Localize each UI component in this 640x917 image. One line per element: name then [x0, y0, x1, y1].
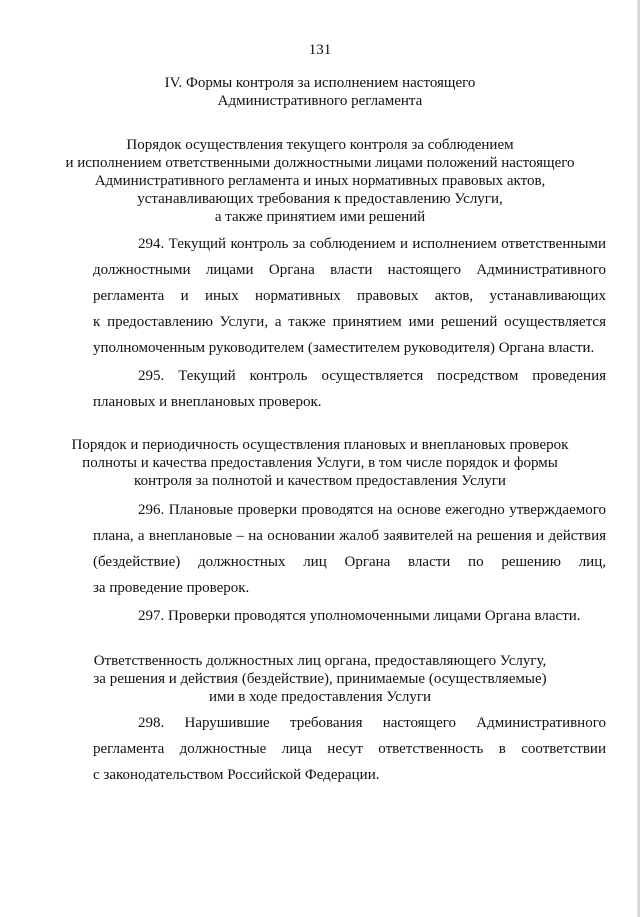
subsection-heading-line: Административного регламента и иных нормативных правовых актов,: [94, 173, 546, 189]
paragraph-line: плана, а внеплановые – на основании жалоб заявителей на решения и действия: [93, 528, 606, 544]
subsection-heading-line: контроля за полнотой и качеством предоставления Услуги: [134, 473, 506, 489]
section-title-line: IV. Формы контроля за исполнением настоящего: [164, 75, 476, 91]
section-title-line: Административного регламента: [217, 93, 423, 109]
paragraph-line: уполномоченным руководителем (заместителем руководителя) Органа власти.: [93, 340, 595, 356]
paragraph-line: 295. Текущий контроль осуществляется посредством проведения: [138, 368, 606, 384]
paragraph-line: 294. Текущий контроль за соблюдением и исполнением ответственными: [138, 236, 606, 252]
paragraph-line: 296. Плановые проверки проводятся на основе ежегодно утверждаемого: [138, 502, 606, 518]
paragraph-line: регламента должностные лица несут ответственность в соответствии: [93, 741, 606, 757]
subsection-heading-responsibility: [60, 652, 580, 706]
subsection-heading-line: Порядок и периодичность осуществления плановых и внеплановых проверок: [71, 437, 569, 453]
paragraph-294: [93, 231, 606, 361]
paragraph-line: с законодательством Российской Федерации.: [93, 767, 380, 783]
paragraph-line: 298. Нарушившие требования настоящего Административного: [138, 715, 606, 731]
section-title: [60, 74, 580, 110]
paragraph-line: 297. Проверки проводятся уполномоченными лицами Органа власти.: [138, 608, 581, 624]
subsection-heading-line: Ответственность должностных лиц органа, предоставляющего Услугу,: [93, 653, 547, 669]
subsection-heading-line: и исполнением ответственными должностными лицами положений настоящего: [65, 155, 575, 171]
subsection-heading-line: Порядок осуществления текущего контроля за соблюдением: [126, 137, 514, 153]
paragraph-line: (бездействие) должностных лиц Органа власти по решению лиц,: [93, 554, 606, 570]
subsection-heading-line: устанавливающих требования к предоставлению Услуги,: [137, 191, 503, 207]
subsection-heading-current-control: [60, 136, 580, 226]
subsection-heading-line: за решения и действия (бездействие), принимаемые (осуществляемые): [93, 671, 547, 687]
subsection-heading-line: ими в ходе предоставления Услуги: [208, 689, 432, 705]
paragraph-line: регламента и иных нормативных правовых актов, устанавливающих: [93, 288, 606, 304]
subsection-heading-line: полноты и качества предоставления Услуги, в том числе порядок и формы: [82, 455, 558, 471]
paragraph-line: за проведение проверок.: [93, 580, 250, 596]
paragraph-297: [93, 603, 606, 629]
paragraph-298: [93, 710, 606, 788]
paragraph-line: плановых и внеплановых проверок.: [93, 394, 322, 410]
paragraph-295: [93, 363, 606, 415]
paragraph-line: должностными лицами Органа власти настоящего Административного: [93, 262, 606, 278]
paragraph-line: к предоставлению Услуги, а также принятием ими решений осуществляется: [93, 314, 606, 330]
subsection-heading-line: а также принятием ими решений: [214, 209, 426, 225]
subsection-heading-inspections: [60, 436, 580, 490]
page-number: 131: [308, 42, 332, 58]
paragraph-296: [93, 497, 606, 601]
